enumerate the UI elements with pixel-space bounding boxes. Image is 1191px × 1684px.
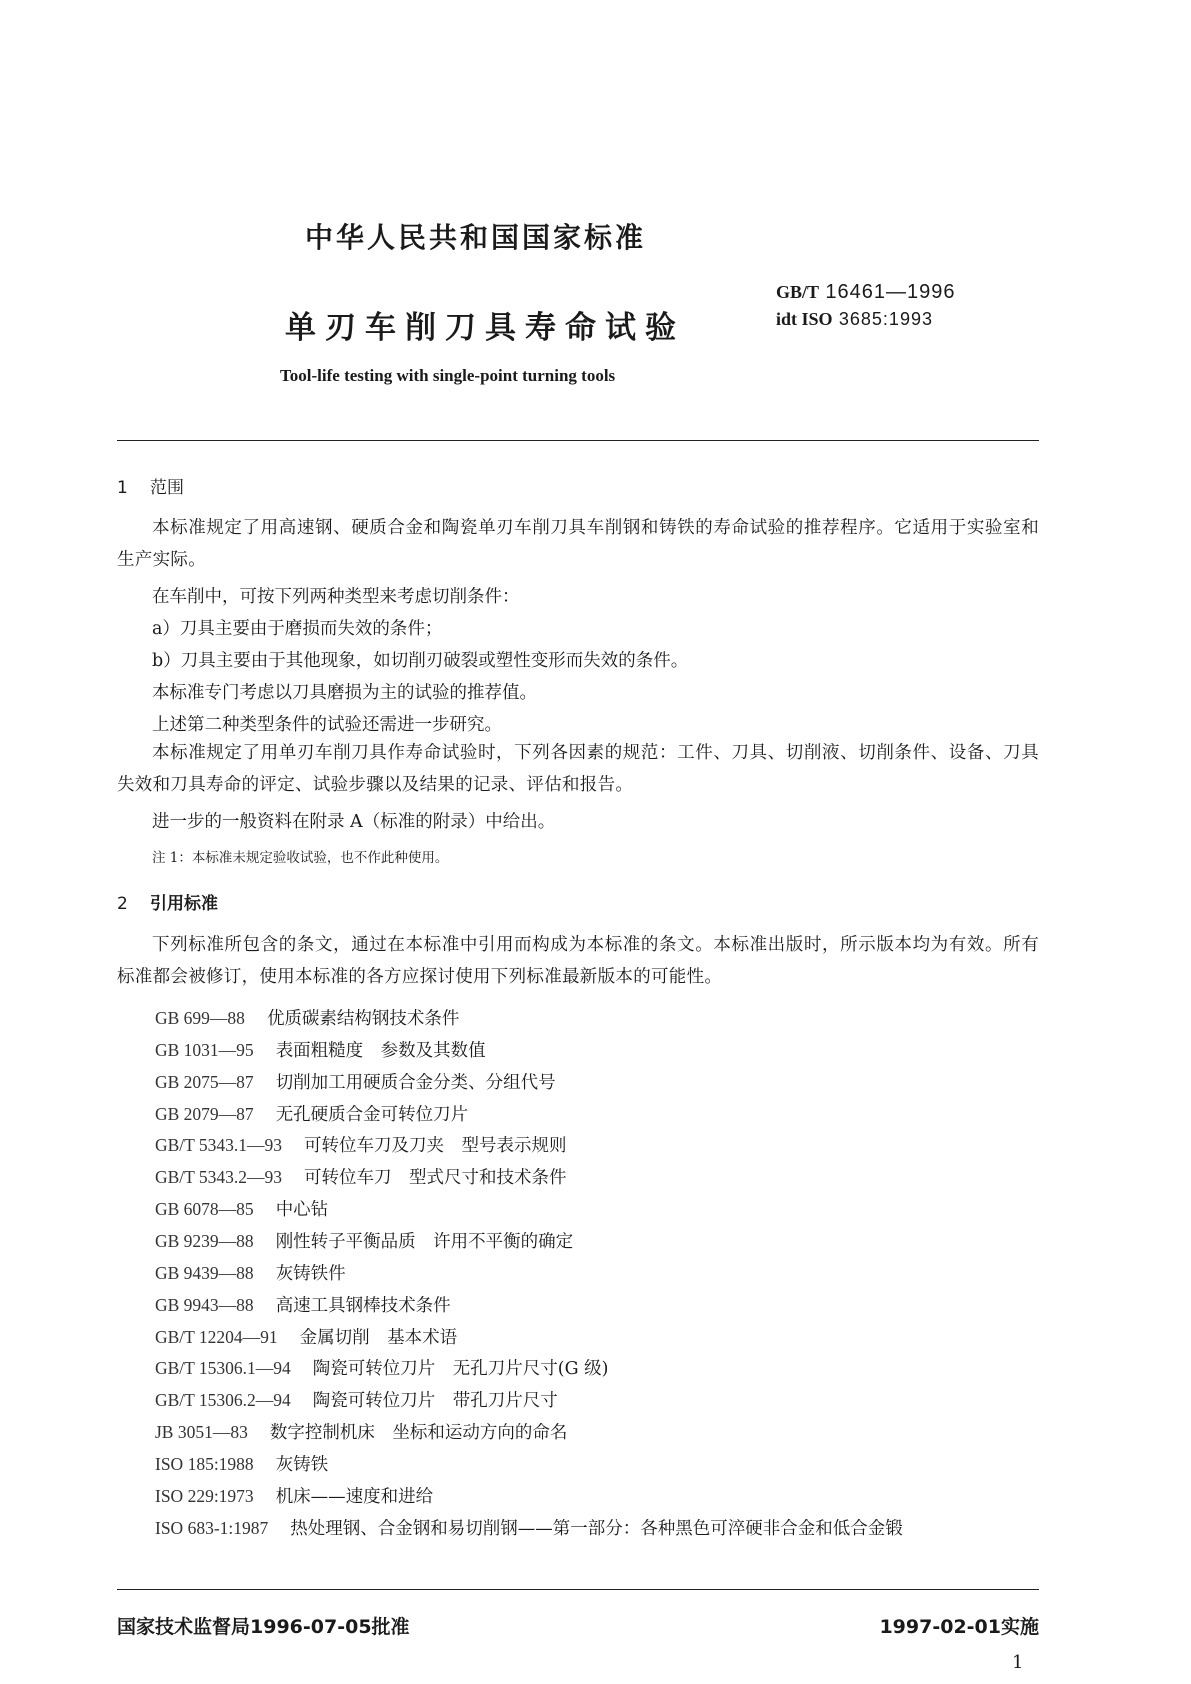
reference-title: 刚性转子平衡品质 许用不平衡的确定 xyxy=(275,1231,574,1252)
reference-code: ISO 229:1973 xyxy=(155,1485,254,1506)
reference-code: JB 3051—83 xyxy=(155,1422,248,1443)
section-1-line-4: 上述第二种类型条件的试验还需进一步研究。 xyxy=(152,715,502,735)
reference-code: GB 1031—95 xyxy=(155,1039,254,1060)
reference-code: GB 699—88 xyxy=(155,1008,245,1028)
reference-title: 金属切削 基本术语 xyxy=(299,1327,458,1348)
english-title: Tool-life testing with single-point turning tools xyxy=(280,366,616,385)
document-title: 单刃车削刀具寿命试验 xyxy=(285,310,685,346)
reference-code: GB/T 5343.2—93 xyxy=(155,1167,283,1188)
reference-title: 表面粗糙度 参数及其数值 xyxy=(275,1040,486,1061)
reference-code: GB/T 5343.1—93 xyxy=(155,1135,283,1156)
reference-item xyxy=(155,1101,468,1126)
reference-code: ISO 185:1988 xyxy=(155,1453,254,1474)
reference-item xyxy=(155,1037,486,1062)
reference-item xyxy=(155,1451,328,1476)
standard-number: GB/T 16461—1996 xyxy=(776,281,956,303)
reference-item xyxy=(155,1292,451,1317)
reference-code: GB 2075—87 xyxy=(155,1071,254,1092)
reference-title: 热处理钢、合金钢和易切削钢——第一部分：各种黑色可淬硬非合金和低合金锻 xyxy=(290,1518,903,1539)
reference-item xyxy=(155,1483,433,1508)
reference-code: GB 9239—88 xyxy=(155,1230,254,1251)
reference-title: 高速工具钢棒技术条件 xyxy=(275,1295,451,1316)
reference-title: 陶瓷可转位刀片 带孔刀片尺寸 xyxy=(312,1391,558,1412)
reference-code: GB 6078—85 xyxy=(155,1199,254,1220)
list-item-b: b）刀具主要由于其他现象，如切削刃破裂或塑性变形而失效的条件。 xyxy=(152,651,689,671)
reference-title: 可转位车刀及刀夹 型号表示规则 xyxy=(304,1136,567,1157)
reference-item xyxy=(155,1196,328,1221)
reference-item xyxy=(155,1419,567,1444)
section-1-line-3: 本标准专门考虑以刀具磨损为主的试验的推荐值。 xyxy=(152,683,537,703)
reference-code: GB 2079—87 xyxy=(155,1103,254,1124)
reference-title: 无孔硬质合金可转位刀片 xyxy=(275,1104,469,1125)
reference-title: 数字控制机床 坐标和运动方向的命名 xyxy=(269,1423,568,1444)
standard-number-block xyxy=(776,278,955,332)
reference-title: 灰铸铁 xyxy=(275,1454,329,1475)
section-1-heading: 1 范围 xyxy=(117,478,184,498)
approval-date: 国家技术监督局1996-07-05批准 xyxy=(117,1616,410,1638)
section-2-intro: 下列标准所包含的条文，通过在本标准中引用而构成为本标准的条文。本标准出版时，所示版本均为有效。所有标准都会被修订，使用本标准的各方应探讨使用下列标准最新版本的可能性。 xyxy=(117,935,1039,987)
list-item-a: a）刀具主要由于磨损而失效的条件； xyxy=(152,619,443,639)
reference-title: 陶瓷可转位刀片 无孔刀片尺寸(G 级) xyxy=(312,1359,609,1380)
idt-iso-number: idt ISO 3685:1993 xyxy=(776,309,933,329)
reference-title: 可转位车刀 型式尺寸和技术条件 xyxy=(304,1168,567,1189)
section-1-line-5: 进一步的一般资料在附录 A（标准的附录）中给出。 xyxy=(152,812,556,832)
reference-code: GB/T 15306.1—94 xyxy=(155,1358,291,1379)
reference-title: 优质碳素结构钢技术条件 xyxy=(266,1009,460,1029)
reference-item xyxy=(155,1387,558,1412)
reference-item xyxy=(155,1005,459,1030)
header-divider xyxy=(117,440,1039,441)
section-1-paragraph-2: 本标准规定了用单刃车削刀具作寿命试验时，下列各因素的规范：工件、刀具、切削液、切削条件、设备、刀具失效和刀具寿命的评定、试验步骤以及结果的记录、评估和报告。 xyxy=(117,743,1039,795)
effective-date: 1997-02-01实施 xyxy=(879,1616,1039,1638)
reference-code: GB/T 12204—91 xyxy=(155,1326,278,1347)
reference-title: 灰铸铁件 xyxy=(275,1263,346,1284)
reference-title: 切削加工用硬质合金分类、分组代号 xyxy=(275,1072,556,1093)
section-1-note: 注 1：本标准未规定验收试验，也不作此种使用。 xyxy=(152,850,449,866)
reference-item xyxy=(155,1515,903,1540)
reference-code: GB 9943—88 xyxy=(155,1294,254,1315)
footer-divider xyxy=(117,1589,1039,1590)
reference-title: 机床——速度和进给 xyxy=(275,1486,434,1507)
reference-item xyxy=(155,1324,457,1349)
reference-item xyxy=(155,1132,567,1157)
reference-item xyxy=(155,1260,346,1285)
reference-code: GB/T 15306.2—94 xyxy=(155,1390,291,1411)
section-1-line-2: 在车削中，可按下列两种类型来考虑切削条件： xyxy=(152,587,520,607)
reference-code: GB 9439—88 xyxy=(155,1262,254,1283)
page-number: 1 xyxy=(1012,1652,1024,1673)
reference-item xyxy=(155,1164,567,1189)
reference-item xyxy=(155,1355,609,1380)
reference-title: 中心钻 xyxy=(275,1200,329,1221)
section-1-paragraph-1: 本标准规定了用高速钢、硬质合金和陶瓷单刃车削刀具车削钢和铸铁的寿命试验的推荐程序。它适用于实验室和生产实际。 xyxy=(117,518,1039,570)
reference-item xyxy=(155,1069,556,1094)
national-standard-title: 中华人民共和国国家标准 xyxy=(305,221,647,254)
reference-item xyxy=(155,1228,573,1253)
section-2-heading: 2 引用标准 xyxy=(117,894,218,914)
reference-code: ISO 683-1:1987 xyxy=(155,1517,269,1538)
